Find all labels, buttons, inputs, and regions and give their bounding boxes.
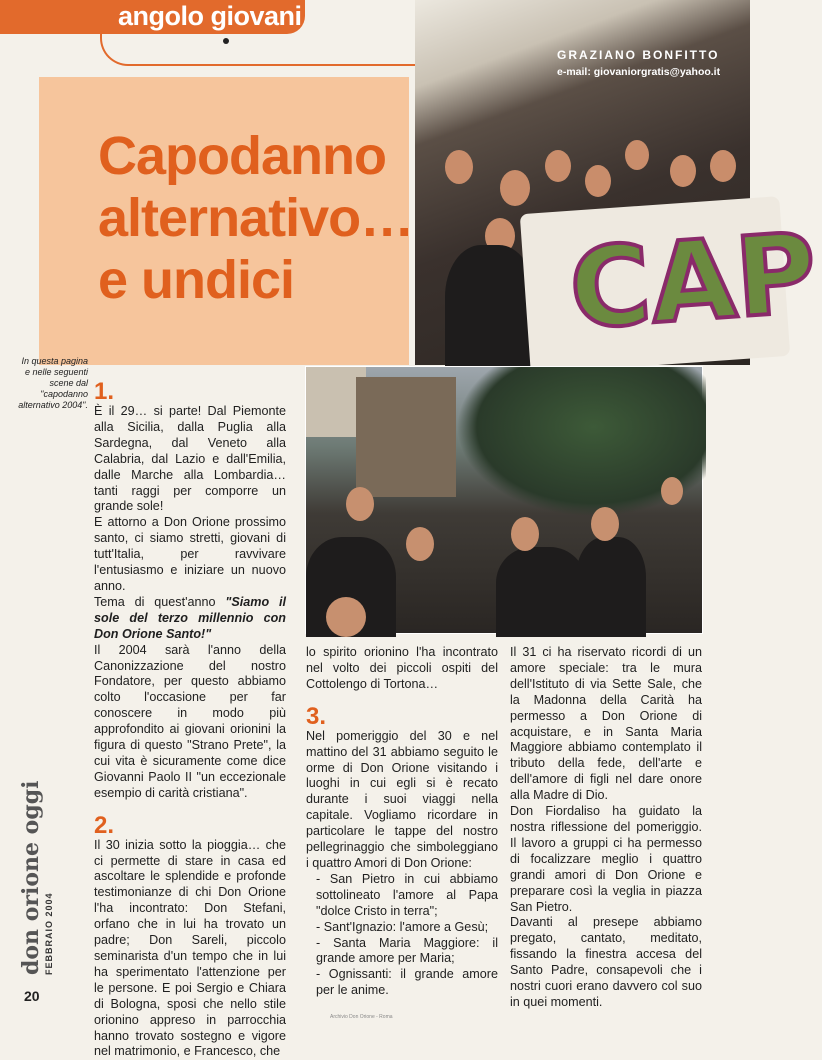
paragraph: lo spirito orionino l'ha incontrato nel volto dei piccoli ospiti del Cottolengo di Tortona…	[306, 645, 498, 691]
article-title	[98, 125, 413, 311]
issue-date: FEBBRAIO 2004	[44, 892, 54, 975]
section-header-tab	[0, 0, 305, 34]
article-column-1	[94, 380, 286, 1060]
photo-face	[346, 487, 374, 521]
photo-face	[545, 150, 571, 182]
theme-quote: "Siamo il sole del terzo millennio con Don Orione Santo!"	[94, 594, 287, 641]
theme-lead: Tema di quest'anno	[94, 594, 226, 609]
paragraph: È il 29… si parte! Dal Piemonte alla Sicilia, dalla Puglia alla Sardegna, dal Veneto alla Calabria, dal Lazio e dall'Emilia, dalle Marche alla Lombardia… tanti raggi per comporre un grande sole!	[94, 404, 286, 514]
photo-face	[326, 597, 366, 637]
photo-face	[670, 155, 696, 187]
magazine-name: don orione oggi	[18, 780, 44, 975]
photo-face	[585, 165, 611, 197]
paragraph	[94, 595, 286, 643]
photo-person-coat	[496, 547, 586, 637]
section-number-1: 1.	[94, 378, 115, 405]
photo-face	[591, 507, 619, 541]
header-dot	[223, 38, 229, 44]
photo-face	[406, 527, 434, 561]
photo-face	[625, 140, 649, 170]
title-line-2: alternativo…	[98, 188, 414, 248]
paragraph: Il 31 ci ha riservato ricordi di un amore speciale: tra le mura dell'Istituto di via Sette Sale, che la Madonna della Carità ha permesso a Don Orione di acquistare, e in Santa Maria Maggiore abbiamo contemplato il tributo della fede, dell'arte e dell'amore di figli nel dare onore alla Madre di Dio.	[510, 645, 702, 803]
list-item: - Sant'Ignazio: l'amore a Gesù;	[316, 919, 489, 934]
photo-face	[710, 150, 736, 182]
section-title: angolo giovani	[118, 1, 302, 31]
list-item: - Ognissanti: il grande amore per le anime.	[316, 967, 498, 998]
paragraph: E attorno a Don Orione prossimo santo, ci siamo stretti, giovani di tutt'Italia, per ravvivare l'entusiasmo e iniziare un nuovo anno.	[94, 515, 286, 593]
photo-face	[661, 477, 683, 505]
article-column-2	[306, 645, 498, 999]
paragraph: Davanti al presepe abbiamo pregato, cantato, meditato, fissando la finestra accesa del Santo Padre, consapevoli che i nostri cuori erano davvero col suo in quei momenti.	[510, 915, 702, 1009]
photo-group-square	[305, 366, 703, 634]
photo-structure	[356, 377, 456, 497]
paragraph: Il 2004 sarà l'anno della Canonizzazione del nostro Fondatore, per questo abbiamo colto l'occasione per far conoscere in modo più approfondito ai giovani orionini la figura di questo "Strano Prete", la cui vita è sicuramente come dice Giovanni Paolo II "un eccezionale esempio di carità cristiana".	[94, 642, 286, 800]
banner-text: CAP	[565, 208, 821, 354]
article-column-3	[510, 645, 702, 1011]
section-number-2: 2.	[94, 811, 115, 839]
section-number-3: 3.	[306, 702, 327, 730]
list-item: - San Pietro in cui abbiamo sottolineato l'amore al Papa "dolce Cristo in terra";	[316, 871, 498, 918]
photo-face	[511, 517, 539, 551]
magazine-logo	[18, 780, 58, 975]
paragraph: Il 30 inizia sotto la pioggia… che ci permette di stare in casa ed ascoltare le splendide e profonde testimonianze di chi Don Orione l'ha incontrato: Don Stefani, orfano che in lui ha trovato un padre; Don Sareli, piccolo seminarista d'un tempo che in lui ha sperimentato l'attenzione per le persone. E poi Sergio e Chiara di Bologna, sposi che nello stile orionino appreso in parrocchia hanno trovato sostegno e vigore nel matrimonio, e Francesco, che	[94, 837, 286, 1059]
list-item: - Santa Maria Maggiore: il grande amore per Maria;	[316, 935, 498, 966]
author-email: e-mail: giovaniorgratis@yahoo.it	[557, 66, 721, 78]
photo-face	[500, 170, 530, 206]
paragraph: Nel pomeriggio del 30 e nel mattino del 31 abbiamo seguito le orme di Don Orione visitando i luoghi in cui egli si è recato durante i suoi viaggi nella capitale. Vogliamo ricordare in particolare le tappe del nostro pellegrinaggio che simboleggiano i quattro Amori di Don Orione:	[306, 728, 498, 870]
author-name: GRAZIANO BONFITTO	[557, 48, 720, 62]
footer-note: Archivio Don Orione - Roma	[330, 1014, 393, 1020]
photo-face	[445, 150, 473, 184]
paragraph: Don Fiordaliso ha guidato la nostra riflessione del pomeriggio. Il lavoro a gruppi ci ha permesso di focalizzare meglio i quattro grandi amori di Don Orione e preparare così la veglia in piazza San Pietro.	[510, 804, 702, 914]
photo-person-coat	[445, 245, 535, 375]
title-line-3: e undici	[98, 250, 295, 310]
photo-person-coat	[576, 537, 646, 637]
photo-banner	[520, 196, 821, 374]
page-number: 20	[24, 988, 40, 1004]
title-line-1: Capodanno	[98, 126, 386, 186]
photo-caption: In questa pagina e nelle seguenti scene dal "capodanno alternativo 2004".	[18, 356, 88, 410]
